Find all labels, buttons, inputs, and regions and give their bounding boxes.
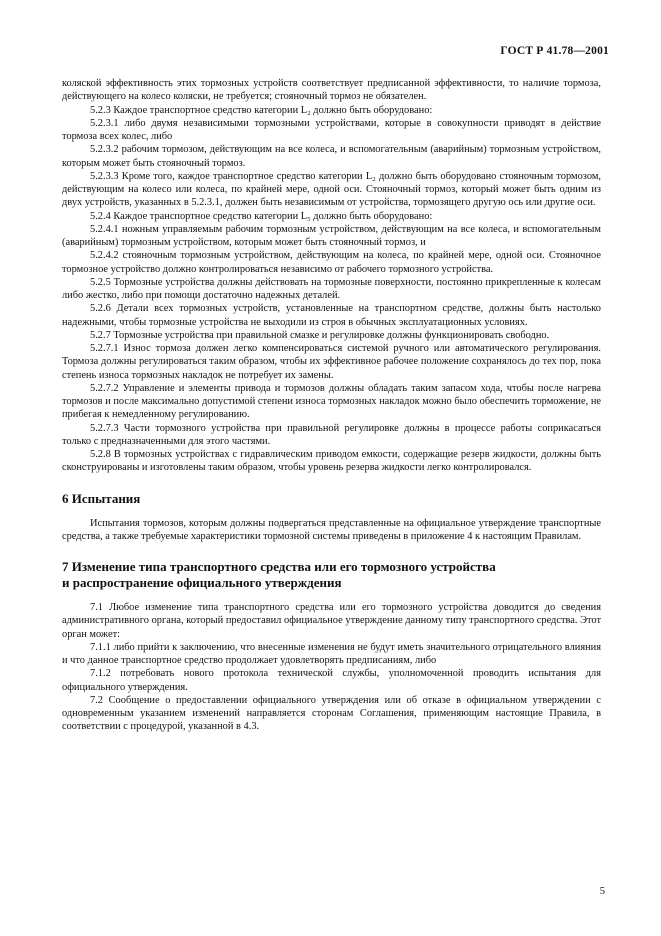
section-6-text: Испытания тормозов, которым должны подвергаться представленные на официальное утверждение транспортные средства, а также требуемые характеристики тормозной системы приведены в приложение 4 к настоящим Правилам. bbox=[62, 517, 601, 542]
paragraph-5-2-7-2: 5.2.7.2 Управление и элементы привода и тормозов должны обладать таким запасом хода, чтобы после нагрева тормозов и после максимально допустимой степени износа тормозных накладок можно было обеспечить торможение, не прибегая к немедленному регулированию. bbox=[62, 382, 601, 421]
paragraph-5-2-4: 5.2.4 Каждое транспортное средство категории L₅ должно быть оборудовано: bbox=[90, 210, 433, 222]
paragraph-5-2-3: 5.2.3 Каждое транспортное средство категории L₂ должно быть оборудовано: bbox=[90, 104, 433, 116]
section-7-heading-line1: 7 Изменение типа транспортного средства или его тормозного устройства bbox=[62, 559, 496, 574]
paragraph-5-2-4-2: 5.2.4.2 стояночным тормозным устройством, действующим на колеса, по крайней мере, одной оси. Стояночное тормозное устройство должно контролироваться независимо от рабочего тормозного устройства. bbox=[62, 250, 601, 275]
paragraph-5-2-8: 5.2.8 В тормозных устройствах с гидравлическим приводом емкости, содержащие резерв жидкости, должны быть сконструированы и изготовлены таким образом, чтобы уровень резерва жидкости легко контролировался. bbox=[62, 449, 601, 474]
section-7-heading bbox=[62, 559, 601, 591]
page-number: 5 bbox=[599, 886, 605, 897]
paragraph-7-1-1: 7.1.1 либо прийти к заключению, что внесенные изменения не будут иметь значительного отрицательного влияния и что данное транспортное средство продолжает удовлетворять предписаниям, либо bbox=[62, 641, 601, 666]
paragraph-5-2-5: 5.2.5 Тормозные устройства должны действовать на тормозные поверхности, постоянно прикрепленные к колесам либо жестко, либо при помощи достаточно надежных деталей. bbox=[62, 276, 601, 301]
paragraph-continued: коляской эффективность этих тормозных устройств соответствует предписанной эффективности, то наличие тормоза, действующего на колесо коляски, не требуется; стояночный тормоз не обязателен. bbox=[62, 78, 601, 103]
section-6-heading: 6 Испытания bbox=[62, 490, 141, 506]
paragraph-5-2-3-1: 5.2.3.1 либо двумя независимыми тормозными устройствами, которые в совокупности приводят в действие тормоза всех колес, либо bbox=[62, 117, 601, 142]
paragraph-5-2-7: 5.2.7 Тормозные устройства при правильной смазке и регулировке должны функционировать свободно. bbox=[90, 329, 550, 341]
paragraph-5-2-3-3: 5.2.3.3 Кроме того, каждое транспортное средство категории L₂ должно быть оборудовано стояночным тормозом, действующим на колесо или колеса, по крайней мере, одной оси. Стояночный тормоз, который может быть одним из двух устройств, указанных в 5.2.3.1, должен быть независимым от устройства, тормозящего другую ось или другие оси. bbox=[62, 170, 601, 209]
paragraph-5-2-3-2: 5.2.3.2 рабочим тормозом, действующим на все колеса, и вспомогательным (аварийным) тормозным устройством, которым может быть стояночный тормоз. bbox=[62, 144, 601, 169]
paragraph-5-2-7-3: 5.2.7.3 Части тормозного устройства при правильной регулировке должны в процессе работы соприкасаться только с предназначенными для этого частями. bbox=[62, 422, 601, 447]
paragraph-7-1-2: 7.1.2 потребовать нового протокола технической службы, уполномоченной проводить испытания для официального утверждения. bbox=[62, 668, 601, 693]
paragraph-7-2: 7.2 Сообщение о предоставлении официального утверждения или об отказе в официальном утверждении с одновременным указанием изменений направляется сторонам Соглашения, применяющим настоящие Правила, в соответствии с процедурой, указанной в 4.3. bbox=[62, 694, 601, 733]
paragraph-5-2-6: 5.2.6 Детали всех тормозных устройств, установленные на транспортном средстве, должны быть настолько надежными, чтобы тормозные устройства не выходили из строя в обычных эксплуатационных условиях. bbox=[62, 303, 601, 328]
section-7-heading-line2: и распространение официального утверждения bbox=[62, 575, 342, 590]
paragraph-5-2-4-1: 5.2.4.1 ножным управляемым рабочим тормозным устройством, действующим на все колеса, и вспомогательным (аварийным) тормозным устройством, которым может быть стояночный тормоз, и bbox=[62, 223, 601, 248]
paragraph-7-1: 7.1 Любое изменение типа транспортного средства или его тормозного устройства доводится до сведения административного органа, который предоставил официальное утверждение данному типу транспортного средства. Этот орган может: bbox=[62, 602, 601, 640]
page-body bbox=[62, 77, 601, 734]
document-id: ГОСТ Р 41.78—2001 bbox=[500, 45, 609, 57]
paragraph-5-2-7-1: 5.2.7.1 Износ тормоза должен легко компенсироваться системой ручного или автоматического регулирования. Тормоза должны регулироваться таким образом, чтобы их эффективное рабочее положение сохранялось до тех пор, пока степень износа тормозных накладок не потребует их замены. bbox=[62, 343, 601, 381]
